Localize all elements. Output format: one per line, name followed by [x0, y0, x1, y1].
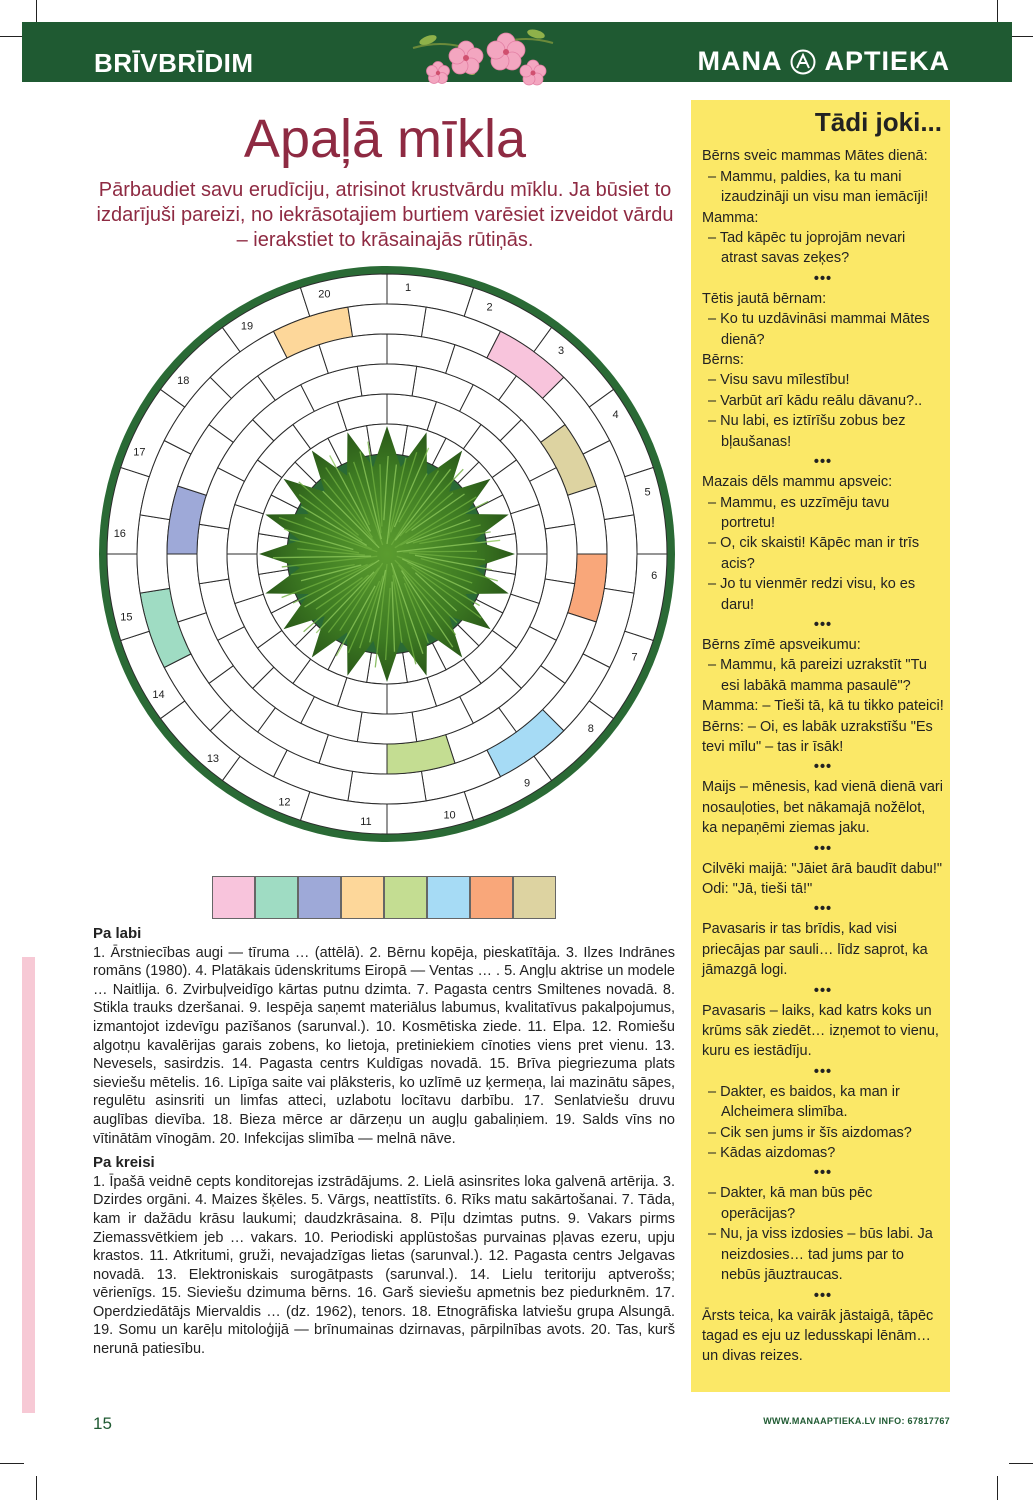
joke-line: – O, cik skaisti! Kāpēc man ir trīs acis? [708, 535, 920, 572]
joke-separator: ••• [813, 759, 833, 776]
page-number: 15 [93, 1414, 112, 1433]
pharmacy-logo-icon [790, 49, 816, 75]
clue-number: 8 [587, 723, 594, 736]
clue-number: 1 [404, 281, 412, 294]
flowers-decoration-icon [408, 18, 558, 98]
answer-boxes [212, 876, 556, 919]
crop-mark [36, 1476, 37, 1500]
joke-line: – Dakter, es baidos, ka man ir Alcheimera slimība. [708, 1083, 900, 1121]
crop-mark [0, 36, 24, 37]
joke-separator: ••• [813, 1063, 833, 1080]
clue-number: 6 [651, 570, 658, 583]
crossword-cell[interactable] [137, 515, 170, 593]
joke-line: Mamma: [702, 209, 759, 226]
answer-box[interactable] [212, 876, 255, 919]
answer-box[interactable] [255, 876, 298, 919]
joke-line: Tētis jautā bērnam: [702, 290, 827, 307]
clue-number: 20 [318, 288, 331, 301]
crossword-cell[interactable] [357, 364, 416, 396]
grass-needle [403, 551, 477, 552]
clue-number: 3 [557, 345, 565, 358]
answer-box[interactable] [298, 876, 341, 919]
clue-number: 9 [523, 777, 531, 790]
joke-separator: ••• [813, 1287, 833, 1304]
answer-box[interactable] [427, 876, 470, 919]
clue-number: 17 [133, 446, 146, 459]
crossword-cell[interactable] [545, 524, 577, 583]
joke-line: – Jo tu vienmēr redzi visu, ko es daru! [708, 576, 916, 613]
clues-left-heading: Pa kreisi [93, 1154, 155, 1172]
circular-crossword [92, 264, 682, 844]
brand-right: APTIEKA [824, 46, 950, 76]
answer-box[interactable] [341, 876, 384, 919]
clue-number: 5 [644, 486, 651, 499]
joke-line: – Kādas aizdomas? [708, 1145, 836, 1162]
joke-line: – Varbūt arī kādu reālu dāvanu?.. [708, 392, 923, 409]
section-title: BRĪVBRĪDIM [94, 48, 254, 78]
joke-separator: ••• [813, 982, 833, 999]
crop-mark [0, 1463, 24, 1464]
clues-section [93, 925, 675, 1365]
joke-line: Pavasaris – laiks, kad katrs koks un krūms sāk ziedēt… izņemot to vienu, kuru es iestādīju. [702, 1002, 939, 1060]
joke-separator: ••• [813, 1165, 833, 1182]
joke-line: – Mammu, kā pareizi uzrakstīt "Tu esi labākā mamma pasaulē"? [708, 657, 927, 694]
joke-line: – Visu savu mīlestību! [708, 372, 850, 389]
joke-line: Cilvēki maijā: "Jāiet ārā baudīt dabu!" Odi: "Jā, tieši tā!" [702, 860, 943, 897]
joke-line: Bērns: [702, 352, 744, 369]
crop-mark [1009, 1463, 1033, 1464]
joke-line: Mazais dēls mammu apsveic: [702, 474, 893, 491]
clue-number: 14 [152, 689, 165, 702]
crop-mark [1009, 36, 1033, 37]
joke-line: Maijs – mēnesis, kad vienā dienā vari nosauļoties, bet nākamajā nožēlot, ka nepaņēmi ziemas jaku. [702, 779, 943, 837]
crop-mark [997, 0, 998, 24]
crop-mark [36, 0, 37, 24]
clue-number: 16 [113, 527, 126, 540]
joke-separator: ••• [813, 616, 833, 633]
joke-line: Bērns zīmē apsveikumu: [702, 636, 861, 653]
answer-box[interactable] [513, 876, 556, 919]
clue-number: 15 [120, 611, 133, 624]
joke-line: – Mammu, paldies, ka tu mani izaudzināji un visu man iemācīji! [708, 168, 929, 206]
jokes-title: Tādi joki... [814, 107, 942, 137]
puzzle-instructions: Pārbaudiet savu erudīciju, atrisinot krustvārdu mīklu. Ja būsiet to izdarījuši pareizi, no iekrāsotajiem burtiem varēsiet izveidot vārdu – ierakstiet to krāsainajās rūtiņās. [96, 179, 674, 251]
joke-separator: ••• [813, 454, 833, 471]
clues-right-text: 1. Ārstniecības augi — tīruma … (attēlā). 2. Bērnu kopēja, pieskatītāja. 3. Ilzes Indrānes romāns (1980). 4. Platākais ūdenskritums Eiropā — Ventas … . 5. Angļu aktrise un modele … Naitlija. 6. Zvirbuļveidīgo kārtas putnu dzimta. 7. Pagasta centrs Smiltenes novadā. 8. Stikla trauks dzeršanai. 9. Iespēja saņemt materiālus labumus, kvalitatīvus pakalpojumus, izmantojot izdevīgu pazīšanos (sarunval.). 10. Kosmētiska ziede. 11. Elpa. 12. Romiešu algotņu kavalērijas garais zobens, ko lietoja, pretiniekiem cīnoties viens pret vienu. 13. Nevesels, sasirdzis. 14. Pagasta centrs Kuldīgas novadā. 15. Brīva piegriezuma plats sieviešu mētelis. 16. Lipīga saite vai plāksteris, ko uzlīmē uz ķermeņa, lai mazinātu sāpes, regulētu asinsriti un limfas atteci, uzlabotu locītavu darbību. 17. Senlatviešu druvu auglības dievība. 18. Bieza mērce ar dārzeņu un augļu gabaliņiem. 19. Salds vīns no vītinātām vīnogām. 20. Infekcijas slimība — melnā nāve. [93, 944, 675, 1147]
clue-number: 19 [240, 320, 254, 333]
clue-number: 11 [360, 816, 372, 829]
joke-line: – Dakter, kā man būs pēc operācijas? [708, 1185, 873, 1222]
joke-separator: ••• [813, 270, 833, 287]
crossword-cell[interactable] [357, 712, 416, 744]
crossword-cell[interactable] [604, 515, 637, 593]
clue-number: 10 [443, 809, 456, 822]
joke-line: Mamma: – Tieši tā, kā tu tikko pateici! [702, 698, 944, 715]
brand-left: MANA [697, 46, 783, 76]
crossword-cell[interactable] [348, 771, 426, 804]
clues-right-heading: Pa labi [93, 925, 142, 942]
joke-line: Bērns: – Oi, es labāk uzrakstīšu "Es tevi mīlu" – tas ir īsāk! [702, 718, 933, 755]
clue-number: 2 [486, 301, 493, 314]
side-accent-bar [22, 957, 35, 1413]
clues-left-text: 1. Īpašā veidnē cepts konditorejas izstrādājums. 2. Lielā asinsrites loka galvenā artērija. 3. Dzirdes orgāni. 4. Maizes šķēles. 5. Vārgs, neattīstīts. 6. Rīks matu sakārtošanai. 7. Tāda, kam ir dažādu krāsu laukumi; daudzkrāsaina. 8. Pīļu dzimtas putns. 9. Vakars pirms Ziemassvētkiem jeb … vakars. 10. Periodiski applūstošas purvainas pļavas ezeru, upju krastos. 11. Atkritumi, gruži, nevajadzīgas lietas (sarunval.). 12. Pagasta centrs Jelgavas novadā. 13. Elektroniskais surogātpasts (sarunval.). 14. Lielu teritoriju aptverošs; vērienīgs. 15. Sieviešu dzimuma bērns. 16. Garš sieviešu apmetnis bez piedurknēm. 17. Operdziedātājs Miervaldis … (dz. 1962), tenors. 18. Etnogrāfiska latviešu grupa Alsungā. 19. Somu un karēļu mitoloģijā — brīnumainas dzirnavas, pārpilnības avots. 20. Tas, kurš nerunā patiesību. [93, 1173, 675, 1358]
answer-box[interactable] [470, 876, 513, 919]
crossword-cell[interactable] [348, 304, 426, 337]
joke-line: – Nu, ja viss izdosies – būs labi. Ja neizdosies… tad jums par to nebūs jāuztraucas. [708, 1226, 933, 1284]
joke-line: – Ko tu uzdāvināsi mammai Mātes dienā? [708, 311, 930, 348]
answer-box[interactable] [384, 876, 427, 919]
joke-line: Bērns sveic mammas Mātes dienā: [702, 148, 928, 165]
crop-mark [997, 1476, 998, 1500]
joke-separator: ••• [813, 901, 833, 918]
clue-number: 4 [612, 408, 619, 421]
brand-logo [697, 46, 950, 77]
clue-number: 13 [206, 752, 220, 765]
joke-line: Ārsts teica, ka vairāk jāstaigā, tāpēc tagad es eju uz ledusskapi lēnām… un divas reizes. [702, 1307, 934, 1365]
page-title: Apaļā mīkla [243, 109, 527, 169]
joke-line: – Cik sen jums ir šīs aizdomas? [708, 1124, 912, 1141]
joke-line: – Mammu, es uzzīmēju tavu portretu! [708, 494, 890, 531]
jokes-list [702, 146, 944, 1366]
joke-separator: ••• [813, 840, 833, 857]
clue-number: 18 [177, 374, 190, 387]
joke-line: Pavasaris ir tas brīdis, kad visi priecājas par sauli… līdz saprot, ka jāmazgā logi. [702, 921, 928, 979]
joke-line: – Tad kāpēc tu joprojām nevari atrast savas zeķes? [708, 230, 906, 267]
joke-line: – Nu labi, es iztīrīšu zobus bez bļaušanas! [708, 413, 906, 450]
footer-url: WWW.MANAAPTIEKA.LV INFO: 67817767 [763, 1416, 950, 1426]
jokes-column [691, 100, 950, 1392]
crossword-cell[interactable] [197, 524, 229, 583]
clue-number: 12 [278, 796, 291, 809]
clue-number: 7 [631, 651, 638, 664]
